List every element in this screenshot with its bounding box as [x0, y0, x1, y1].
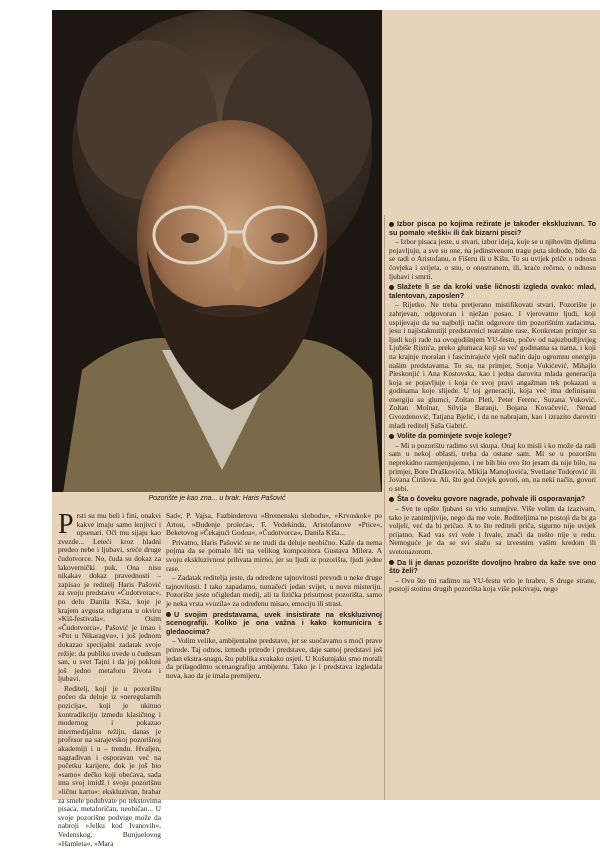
interview-answer: – Volim velike, ambijentalne predstave, jer se suočavamo s moći prave prirode. Taj odnos, između prirode i predstave, daje samoj predstavi još jedan ekstra-snagu, što publika svakako osjeti. U Košutnjaku smo morali da prilagodimo scenaografiju ambijentu. Tako je i predstava izgledala nova, kao da je imala premijeru.: [166, 636, 382, 680]
article-column-2: [166, 512, 382, 798]
portrait-photo: [52, 10, 382, 500]
interview-question: Šta o čoveku govore nagrade, pohvale ili osporavanja?: [389, 495, 596, 504]
interview-answer: – Rijetko. Ne treba pretjerano mistifikovati stvari. Pozorište je zahtjevan, odgovoran i nježan posao. I vjerovatno ljudi, koji uspijevaju da na najbolji način odgovore tim pozorišnim zadacima, jesu i najistaknutiji predstavnici teatralne rase. Konkretan primjer su ljudi koji rade na ovogodišnjem YU-festu, počev od najuzbudljivijeg Ljubiše Ristića, preko glumaca koji su već godinama sa nama, i koji na krajnje moralan i fascinirajuće vješt način daju ogromnu energiju našim predstavama. To su, na primjer, Sonja Vukićević, Mihajlo Pleskonjić i Ana Kostovska, kao i jedna darovita mlada generacija koja se pojavljuje i koja će svoj pravi angažman tek pokazati u godinama koje slijede. U toj generaciji, koja već ima definisanu energiju su glumci, Zoltan Pletl, Peter Ferenc, Suzana Vuković, Zoltan Molnar, Silvija Baranji, Bojana Kovačević, Nenad Gvozdenović, Tatjana Bjelić, i da ne nabrajam, kao i izrazito daroviti mladi reditelj Saša Gabrić.: [389, 300, 596, 430]
bullet-icon: [389, 497, 394, 502]
body-paragraph: Sad«, P. Vajsa, Fazbinderovu »Bremensku slobodu«, »Krvoskok« po Artou, »Buđenje proleća«, F. Vedekinda, Aristofanove »Ptice«, Beketovog »Čekajući Godoa«, »Čudotvorca«, Danila Kiša...: [166, 511, 382, 538]
photo-caption: Pozorište je kao zna... u brak: Haris Pašović: [52, 492, 382, 506]
interview-answer: – Ovo što mi radimo na YU-festu vrlo je hrabro. S druge strane, postoji stotinu drugih pozorišta koja više pokrivaju, nego: [389, 575, 596, 594]
bullet-icon: [389, 560, 394, 565]
interview-answer: – Mi u pozorištu radimo svi skupa. Onaj ko misli i ko može da radi sam u nekoj oblasti, treba da ostane sam. Mi se u pozorištu neprekidno razmjenjujemo, i ne bih bio ovo što jesam da nije bilo, na primjer, Bore Draškovića, Mikija Manojlovića, Svetlane Todorović ili Jovana Ćirilova. Ali, što god čovjek govori, on, na neki način, govori o sebi.: [389, 440, 596, 493]
body-paragraph: Reditelj, koji je u pozorištu počeo da deluje iz »neregularnih pozicija«, koji je ukinuo kontradikciju između klasičnog i modernog i pokazao intermedijalnu režiju, danas je profesor na sarajevskoj pozorišnoj akademiji i u – trendu. Hvaljen, nagrađivan i osporavan već na početku karijere, dok je još bio »samo« dečko koji obećava, sada ima svoj imidž i svoju pozorišnu »ličnu kartu«: ekskluzivan, hrabar za smele poduhvate po tekstovima pisaca, metaforičan, neobičan... U svoje pozorišne podvige može da nabroji »Jelku kod Ivanovih«, Vedenskog, Bunjuelovog »Hamleta«, »Mara: [58, 683, 161, 848]
interview-question: Da li je danas pozorište dovoljno hrabro da kaže sve ono što želi?: [389, 557, 596, 576]
bullet-icon: [389, 285, 394, 290]
bullet-icon: [389, 222, 394, 227]
interview-answer: – Sve te opšte ljubavi su vrlo sumnjive. Više volim da izazivam, tako je zanimljivije, nego da me vole. Rediteljima ne postoji da bi ga voljeli, već da bi pričao. A to što rediteli priča, sigurno nije uvijek prijatno. Kad vas svi vole i hvale, znači da nešto nije u redu. Nemoguće je da se svi slažu sa izvesnim vašim kredom ili svetonazorom.: [389, 504, 596, 556]
bullet-icon: [166, 612, 171, 617]
column-divider: [384, 215, 385, 800]
interview-question: Volite da pominjete svoje kolege?: [389, 432, 596, 441]
article-column-1: [58, 509, 161, 848]
body-paragraph: Privatno, Haris Pašović se ne trudi da deluje neobično. Kaže da nema pojma da se pomalo liči na velikog kompozitora Gustava Milera. A svoju ekskluzivnost prihvata mirno, jer su ljudi iz pozorišta, ljudi jedne rase.: [166, 537, 382, 573]
portrait-illustration: [52, 10, 382, 500]
interview-question: U svojim predstavama, uvek insistirate na ekskluzivnoj scenografiji. Koliko je ona važna i kako komunicira s gledaocima?: [166, 609, 382, 636]
article-column-3: [389, 218, 596, 798]
interview-question: Slažete li se da kroki vaše ličnosti izgleda ovako: mlad, talentovan, zaposlen?: [389, 282, 596, 300]
interview-answer: – Izbor pisaca jeste, u stvari, izbor ideja, koje se u njihovim djelima pojavljuju, a sve su one, na jedinstvenom tragu puta slobode, bilo da se radi o Aristofanu, o Fišeru ili o Kišu. To su uvijek priče o odnosu čovjeka i svijeta, o snu, o onostranom, ili, kraće rečeno, o odnosu ljubavi i smrti.: [389, 237, 596, 281]
interview-question: Izbor pisca po kojima režirate je također ekskluzivan. To su pomalo »teški« ili čak bizarni pisci?: [389, 219, 596, 237]
bullet-icon: [389, 434, 394, 439]
dropcap: P: [58, 509, 74, 540]
body-paragraph: – Zadatak reditelja jeste, da određene tajnovitosti prevodi u neke druge tajnovitosti. I tako zapadamo, tumačeći jedan svijet, u novu misteriju. Pozorište jeste očigledan medij, ali ta fizička prisutnost pozorišta, samo je neka vrsta »vozila« za određenu misao, emociju ili strast.: [166, 573, 382, 608]
intro-text: rsti su mu beli i fini, onakvi kakve imaju samo lenjivci i opsenari. Oči mu sijaju kao zvezde... Leteći kroz hladni predeo nebe i ljubavi, sreće druge čudotvorce. No, čuda su dokaz za lakovernički puk. Ona nisu nikakav dokaz pravednosti – zapisao je reditelj Haris Pašović za svoju predstavu »Čudotvorac«, po delu Danila Kiša, koje je krajem avgusta odigrana u okviru »Kiš-festivala«. Osim »Čudotvorca«, Pašović je imao i »Put u Nikaragvu«, i još jednom dokazao specijalni zadatak svoje režije: da publiku uvede u čudesan san, u svet Tajni i da joj pokloni još jedno metaforu života i ljubavi.: [58, 511, 161, 684]
